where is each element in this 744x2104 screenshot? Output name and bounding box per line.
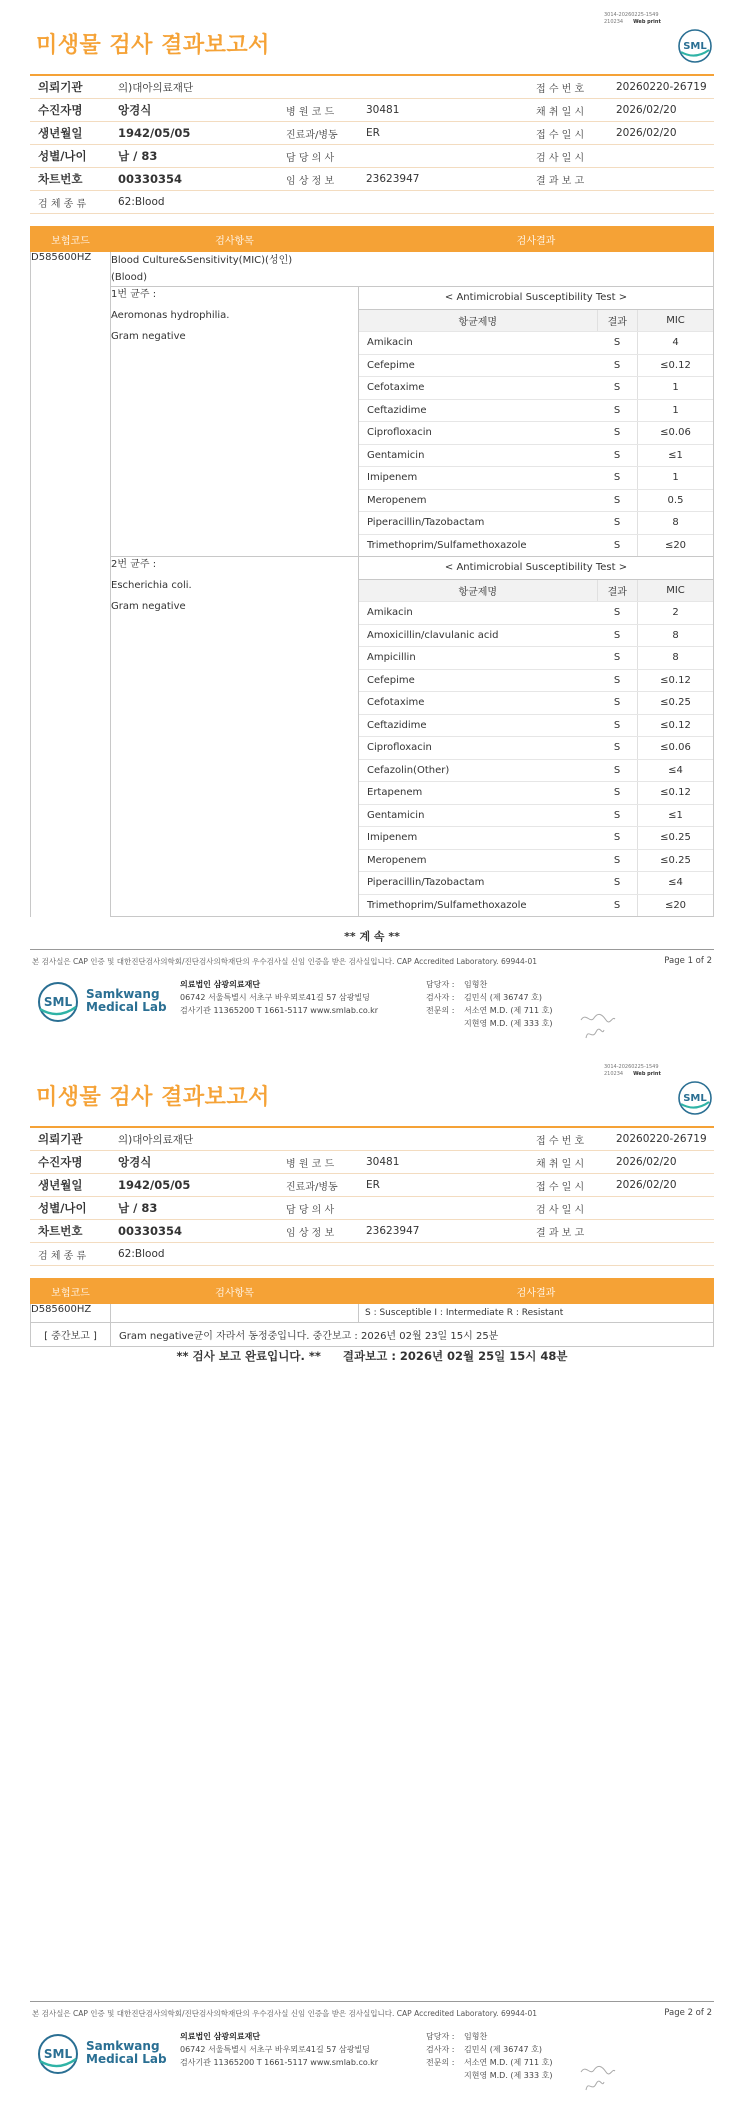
ast-row [359,444,713,467]
insurance-code: D585600HZ [31,1304,111,1323]
mic-value: 8 [638,512,714,535]
antibiotic-name: Ciprofloxacin [359,737,597,760]
col-header-result: 검사결과 [359,1279,714,1304]
susceptibility: S [597,422,638,445]
ast-row [359,872,713,895]
antibiotic-name: Meropenem [359,489,597,512]
ast-row [359,804,713,827]
organism-2: 2번 균주 : Escherichia coli. Gram negative [111,557,359,917]
susceptibility: S [597,849,638,872]
mic-value: 8 [638,647,714,670]
ast-row [359,399,713,422]
ast-row [359,422,713,445]
samkwang-logo-icon [36,980,80,1024]
ast-row [359,692,713,715]
ast-panel-2 [359,557,714,917]
organism-1: 1번 균주 : Aeromonas hydrophilia. Gram negative [111,287,359,557]
mic-value: ≤0.25 [638,692,714,715]
antibiotic-name: Cefepime [359,669,597,692]
ast-header-drug: 항균제명 [359,579,597,602]
mic-value: ≤0.25 [638,849,714,872]
antibiotic-name: Ertapenem [359,782,597,805]
antibiotic-name: Gentamicin [359,804,597,827]
page-title: 미생물 검사 결과보고서 [36,1085,270,1110]
sml-logo-icon [677,28,713,64]
antibiotic-name: Piperacillin/Tazobactam [359,872,597,895]
susceptibility: S [597,692,638,715]
ast-row [359,602,713,625]
samkwang-logo-icon [36,2032,80,2076]
ast-row [359,489,713,512]
antibiotic-name: Ampicillin [359,647,597,670]
patient-info-table: 의뢰기관 의)대아의료재단 접 수 번 호 20260220-26719 수진자명 앙경식 병 원 코 드 30481 채 취 일 시 2026/02/20 생년월일 1942/05/05 진료과/병동 ER 접 수 일 시 2026/02/20 성별/나이 남 / 83 담 당 의 사 검 사 일 시 차트번호 00330354 임 상 정 보 23623947 결 과 보 고 검 체 종 류 62:Blood [30,74,714,214]
ast-row [359,512,713,535]
susceptibility: S [597,467,638,490]
mic-value: ≤0.06 [638,422,714,445]
mic-value: ≤0.12 [638,782,714,805]
interim-text: Gram negative균이 자라서 동정중입니다. 중간보고 : 2026년 02월 23일 15시 25분 [111,1323,714,1347]
mic-value: ≤1 [638,444,714,467]
completion-summary: ** 검사 보고 완료입니다. ** 결과보고 : 2026년 02월 25일 15시 48분 [176,1349,568,1363]
mic-value: ≤4 [638,759,714,782]
ast-table-2 [359,557,713,916]
susceptibility: S [597,737,638,760]
mic-value: ≤0.12 [638,669,714,692]
brand-name: Samkwang Medical Lab [86,987,167,1014]
ast-row [359,849,713,872]
susceptibility: S [597,489,638,512]
page-title: 미생물 검사 결과보고서 [36,33,270,58]
footer-divider [30,949,714,950]
brand-name: Samkwang Medical Lab [86,2039,167,2066]
ast-header-mic: MIC [638,309,714,332]
ast-header-result: 결과 [597,309,638,332]
ast-row [359,467,713,490]
antibiotic-name: Cefepime [359,354,597,377]
svg-text:SML: SML [43,995,73,1009]
ast-caption: < Antimicrobial Susceptibility Test > [359,287,713,309]
susceptibility: S [597,354,638,377]
ast-row [359,894,713,916]
antibiotic-name: Amikacin [359,332,597,355]
mic-value: ≤0.12 [638,354,714,377]
institution-info: 의료법인 삼광의료재단 06742 서울특별시 서초구 바우뫼로41길 57 삼광빌딩 검사기관 11365200 T 1661-5117 www.smlab.co.kr [180,2032,379,2067]
patient-info-table: 의뢰기관 의)대아의료재단 접 수 번 호 20260220-26719 수진자명 앙경식 병 원 코 드 30481 채 취 일 시 2026/02/20 생년월일 1942/05/05 진료과/병동 ER 접 수 일 시 2026/02/20 성별/나이 남 / 83 담 당 의 사 검 사 일 시 차트번호 00330354 임 상 정 보 23623947 결 과 보 고 검 체 종 류 62:Blood [30,1126,714,1266]
interim-label: [ 중간보고 ] [31,1323,111,1347]
susceptibility: S [597,714,638,737]
insurance-code: D585600HZ [31,252,111,917]
ast-header-result: 결과 [597,579,638,602]
svg-text:SML: SML [683,1093,707,1104]
ast-row [359,647,713,670]
mic-value: ≤4 [638,872,714,895]
ast-row [359,354,713,377]
susceptibility: S [597,647,638,670]
certification-text: 본 검사실은 CAP 인증 및 대한진단검사의학회/진단검사의학재단의 우수검사실 신임 인증을 받은 검사실입니다. CAP Accredited Laboratory. 69944-01 [32,957,538,966]
col-header-item: 검사항목 [111,1279,359,1304]
antibiotic-name: Cefazolin(Other) [359,759,597,782]
antibiotic-name: Gentamicin [359,444,597,467]
test-name: Blood Culture&Sensitivity(MIC)(성인) (Blood) [111,252,714,287]
ast-row [359,737,713,760]
page-number: Page 1 of 2 [664,956,712,966]
mic-value: 8 [638,624,714,647]
ast-table-1 [359,287,713,556]
ast-row [359,759,713,782]
ast-row [359,669,713,692]
ast-row [359,377,713,400]
susceptibility: S [597,512,638,535]
antibiotic-name: Trimethoprim/Sulfamethoxazole [367,539,527,551]
antibiotic-name: Ceftazidime [359,714,597,737]
certification-text: 본 검사실은 CAP 인증 및 대한진단검사의학회/진단검사의학재단의 우수검사실 신임 인증을 받은 검사실입니다. CAP Accredited Laboratory. 69944-01 [32,2009,538,2018]
mic-value: ≤1 [638,804,714,827]
institution-info: 의료법인 삼광의료재단 06742 서울특별시 서초구 바우뫼로41길 57 삼광빌딩 검사기관 11365200 T 1661-5117 www.smlab.co.kr [180,980,379,1015]
susceptibility: S [597,782,638,805]
ast-row [359,624,713,647]
result-table-page2 [30,1278,714,1347]
signatories: 담당자 : 임형찬 검사자 : 김민식 (제 36747 호) 전문의 : 서소연 M.D. (제 711 호) 지현영 M.D. (제 333 호) [426,980,553,1028]
antibiotic-name: Meropenem [359,849,597,872]
svg-text:SML: SML [683,41,707,52]
result-table [30,226,714,917]
signatories: 담당자 : 임형찬 검사자 : 김민식 (제 36747 호) 전문의 : 서소연 M.D. (제 711 호) 지현영 M.D. (제 333 호) [426,2032,553,2080]
antibiotic-name: Cefotaxime [359,377,597,400]
col-header-code: 보험코드 [31,1279,111,1304]
document-id: 3014-20260225-1549 210234 Web print [604,1064,661,1077]
mic-value: ≤0.06 [638,737,714,760]
signature-icon [578,1010,618,1044]
ast-header-drug: 항균제명 [359,309,597,332]
antibiotic-name: Piperacillin/Tazobactam [359,512,597,535]
svg-text:SML: SML [43,2047,73,2061]
legend: S : Susceptible I : Intermediate R : Resistant [359,1304,714,1323]
ast-row [359,827,713,850]
ast-panel-1 [359,287,714,557]
susceptibility: S [597,534,638,556]
susceptibility: S [597,332,638,355]
mic-value: 2 [638,602,714,625]
susceptibility: S [597,872,638,895]
footer-divider [30,2001,714,2002]
antibiotic-name: Ceftazidime [359,399,597,422]
susceptibility: S [597,894,638,916]
mic-value: 1 [638,399,714,422]
susceptibility: S [597,804,638,827]
susceptibility: S [597,759,638,782]
col-header-code: 보험코드 [31,227,111,252]
susceptibility: S [597,624,638,647]
mic-value: ≤20 [664,899,687,911]
antibiotic-name: Amoxicillin/clavulanic acid [359,624,597,647]
col-header-result: 검사결과 [359,227,714,252]
antibiotic-name: Cefotaxime [359,692,597,715]
antibiotic-name: Amikacin [359,602,597,625]
susceptibility: S [597,399,638,422]
susceptibility: S [597,602,638,625]
antibiotic-name: Imipenem [359,827,597,850]
ast-row [359,714,713,737]
antibiotic-name: Ciprofloxacin [359,422,597,445]
ast-row [359,782,713,805]
continued-marker: ** 계 속 ** [344,930,400,943]
ast-header-mic: MIC [638,579,714,602]
mic-value: ≤0.12 [638,714,714,737]
mic-value: ≤0.25 [638,827,714,850]
sml-logo-icon [677,1080,713,1116]
mic-value: ≤20 [664,539,687,551]
mic-value: 1 [638,467,714,490]
antibiotic-name: Trimethoprim/Sulfamethoxazole [367,899,527,911]
susceptibility: S [597,377,638,400]
susceptibility: S [597,827,638,850]
document-id: 3014-20260225-1549 210234 Web print [604,12,661,25]
mic-value: 0.5 [638,489,714,512]
page-number: Page 2 of 2 [664,2008,712,2018]
ast-caption: < Antimicrobial Susceptibility Test > [359,557,713,579]
ast-row [359,534,713,556]
susceptibility: S [597,444,638,467]
mic-value: 1 [638,377,714,400]
col-header-item: 검사항목 [111,227,359,252]
report-page-2 [0,1052,744,2104]
ast-row [359,332,713,355]
mic-value: 4 [638,332,714,355]
susceptibility: S [597,669,638,692]
antibiotic-name: Imipenem [359,467,597,490]
signature-icon [578,2062,618,2096]
